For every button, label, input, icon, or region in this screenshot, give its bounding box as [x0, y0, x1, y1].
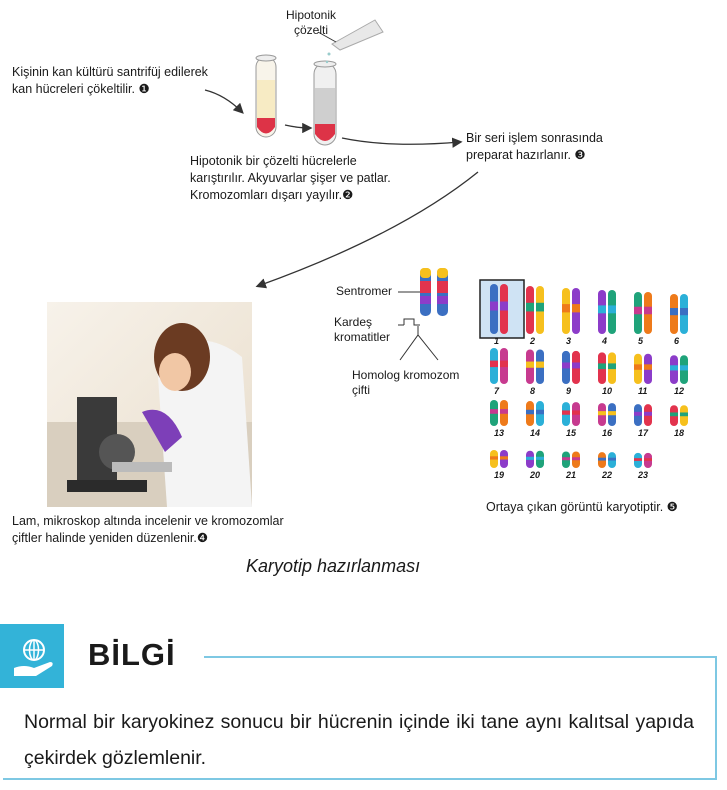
chromosome-number: 14 — [530, 428, 541, 438]
chromosome-number: 6 — [674, 336, 680, 346]
hypotonic-label: Hipotonik çözelti — [285, 8, 337, 37]
arrow-step3 — [342, 138, 460, 144]
step4-text: Lam, mikroskop altında incelenir ve kromozomlar çiftler halinde yeniden düzenlenir.❹ — [12, 514, 284, 545]
chromosome-number: 18 — [674, 428, 685, 438]
chromosome-number: 11 — [638, 386, 648, 396]
sentromer-label: Sentromer — [336, 284, 393, 298]
chromosome-number: 22 — [602, 470, 613, 480]
test-tube-1 — [256, 55, 276, 137]
homolog-label: Homolog kromozom çifti — [352, 368, 460, 397]
bilgi-text: Normal bir karyokinez sonucu bir hücrenin içinde iki tane aynı kalıtsal yapıda çekirdek gözlemlenir. — [24, 711, 694, 769]
test-tube-2 — [314, 61, 336, 145]
globe-hand-icon — [0, 624, 64, 688]
step5-text: Ortaya çıkan görüntü karyotiptir. ❺ — [486, 500, 678, 514]
bilgi-icon-block — [0, 624, 64, 688]
chromosome-number: 4 — [602, 336, 608, 346]
chromosome-number: 7 — [494, 386, 500, 396]
bilgi-heading: BİLGİ — [88, 637, 176, 672]
chromosome-number: 15 — [566, 428, 577, 438]
lab-photo — [47, 302, 252, 507]
chromosome-number: 12 — [674, 386, 685, 396]
chromosome-number: 23 — [638, 470, 649, 480]
chromosome-number: 13 — [494, 428, 505, 438]
step2-text: Hipotonik bir çözelti hücrelerle karıştırılır. Akyuvarlar şişer ve patlar. Kromozomları dışarı yayılır.❷ — [190, 154, 391, 202]
chromosome-number: 8 — [530, 386, 536, 396]
chromosome-number: 3 — [566, 336, 572, 346]
chromosome-pair-illustration — [420, 268, 448, 316]
scientist-illustration — [47, 302, 252, 507]
step1-text: Kişinin kan kültürü santrifüj edilerek kan hücreleri çökeltilir. ❶ — [12, 65, 208, 96]
chromosome-number: 1 — [494, 336, 500, 346]
chromosome-number: 10 — [602, 386, 613, 396]
chromosome-number: 16 — [602, 428, 613, 438]
figure-title: Karyotip hazırlanması — [246, 556, 421, 576]
chromosome-number: 20 — [530, 470, 541, 480]
chromosome-number: 9 — [566, 386, 572, 396]
kardes-kromatitler-label: Kardeş kromatitler — [334, 315, 391, 344]
arrow-tube1-tube2 — [285, 125, 310, 128]
chromosome-number: 5 — [638, 336, 644, 346]
chromosome-number: 21 — [566, 470, 577, 480]
chromosome-number: 17 — [638, 428, 649, 438]
chromosome-number: 2 — [530, 336, 536, 346]
step3-text: Bir seri işlem sonrasında preparat hazırlanır. ❸ — [466, 131, 603, 162]
chromosome-number: 19 — [494, 470, 505, 480]
